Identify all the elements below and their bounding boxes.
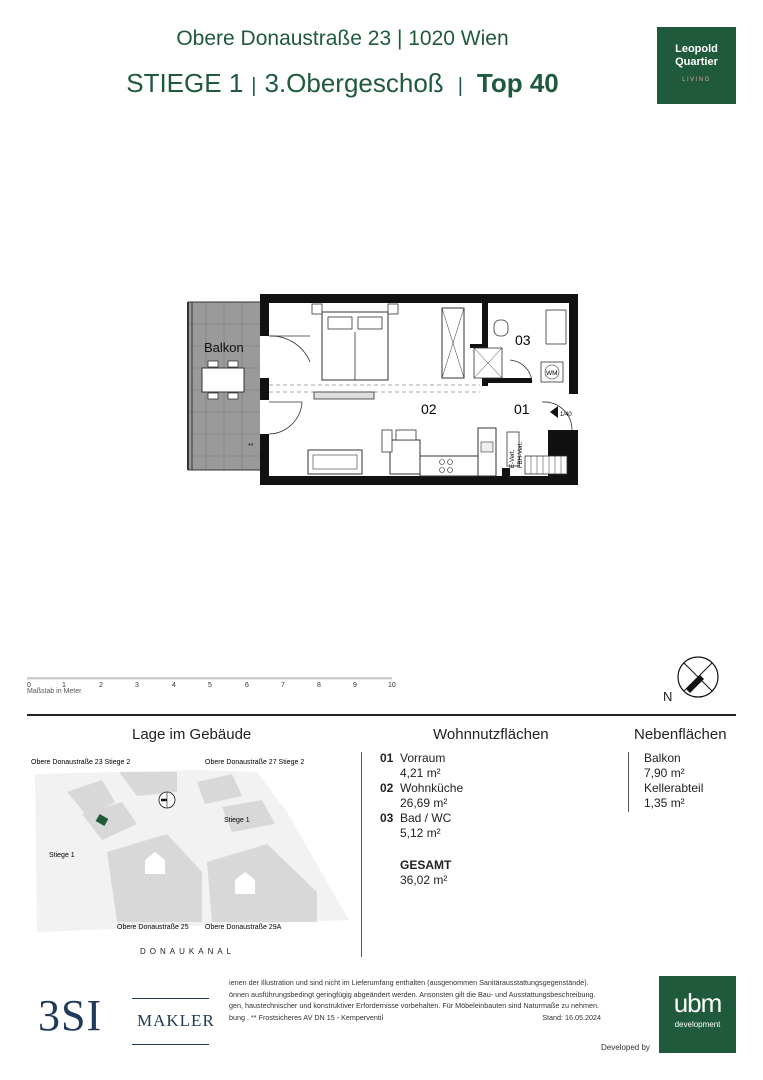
room-item: 02 Wohnküche (380, 781, 464, 795)
room-02-label: 02 (421, 401, 437, 417)
side-area-name: Kellerabteil (644, 781, 704, 795)
total-value: 36,02 m² (400, 873, 448, 887)
svg-text:10: 10 (388, 682, 396, 688)
total-label: GESAMT (400, 858, 452, 872)
floor-plan (180, 290, 580, 490)
scale-bar (27, 674, 402, 688)
disclaimer-text: ienen der Illustration und sind nicht im Lieferumfang enthalten (ausgenommen Sanitärausstattungsgegenstände). önnen ausführungsbedingt geringfügig abgeändert werden. Ansonsten gilt die Bau- und Ausstattungsbeschreibung. gen, haustechnischer und konstruktiver Erfordernisse vorbehalten. Für Möbeleinbauten sind Naturmaße zu nehmen. bung . ** Frostsicheres AV DN 15 - Kemperventil Stand: 16.05.2024 (229, 978, 601, 1022)
leopold-quartier-logo (657, 27, 736, 104)
room-area: 26,69 m² (400, 796, 448, 810)
toilet (494, 320, 508, 336)
stiege-label: STIEGE 1 (126, 68, 244, 98)
svg-text:0: 0 (27, 682, 31, 688)
svg-text:7: 7 (281, 682, 285, 688)
lage-heading: Lage im Gebäude (132, 726, 252, 743)
north-label: N (663, 689, 673, 704)
location-map (27, 752, 357, 942)
room-area: 5,12 m² (400, 826, 441, 840)
loc-label: Obere Donaustraße 25 (117, 924, 189, 931)
svg-text:5: 5 (208, 682, 212, 688)
loc-label: Obere Donaustraße 23 Stiege 2 (31, 759, 131, 766)
svg-text:3: 3 (135, 682, 139, 688)
fbh-vert-label: FBH-Vert. (518, 441, 524, 468)
loc-label: Obere Donaustraße 29A (205, 924, 282, 931)
balkon-label: Balkon (204, 340, 244, 355)
room-01-label: 01 (514, 401, 530, 417)
e-vert-label: E-Vert. (510, 449, 516, 468)
developed-by-label: Developed by (601, 1043, 650, 1052)
stars-marker: ** (248, 443, 254, 450)
separator: | (251, 75, 257, 97)
room-list (380, 751, 463, 841)
svg-text:1: 1 (62, 682, 66, 688)
wohnnutzflaechen-heading: Wohnnutzflächen (433, 726, 549, 743)
stand-date: Stand: 16.05.2024 (542, 1012, 601, 1022)
svg-text:4: 4 (172, 682, 176, 688)
ubm-logo: ubm development (659, 976, 736, 1053)
entrance-arrow (550, 406, 558, 418)
address-heading: Obere Donaustraße 23 | 1020 Wien (176, 27, 509, 50)
3si-logo: 3SI (38, 991, 103, 1040)
divider (27, 714, 736, 716)
svg-text:9: 9 (353, 682, 357, 688)
loc-label: Stiege 1 (224, 817, 250, 824)
balcony-table (202, 368, 244, 392)
nebenflaechen-heading: Nebenflächen (634, 726, 727, 743)
side-area-value: 7,90 m² (644, 766, 685, 780)
makler-label: MAKLER (137, 1011, 215, 1030)
room-03-label: 03 (515, 332, 531, 348)
loc-label: Obere Donaustraße 27 Stiege 2 (205, 759, 305, 766)
ratio-label: 1/40 (560, 412, 572, 418)
scale-caption: Maßstab in Meter (27, 688, 82, 695)
compass-icon (668, 655, 724, 701)
side-area-name: Balkon (644, 751, 681, 765)
side-area-value: 1,35 m² (644, 796, 685, 810)
svg-text:8: 8 (317, 682, 321, 688)
wm-label: WM (546, 370, 558, 377)
room-item: 01 Vorraum (380, 751, 446, 765)
dining-table (390, 440, 420, 474)
sink (546, 310, 566, 344)
total-area (400, 858, 451, 888)
floor-label: 3.Obergeschoß (264, 68, 444, 98)
logo-line2: Quartier (675, 56, 718, 68)
svg-text:2: 2 (99, 682, 103, 688)
loc-label: Stiege 1 (49, 852, 75, 859)
side-area-list (644, 751, 703, 811)
top-label: Top 40 (476, 68, 559, 98)
svg-text:6: 6 (245, 682, 249, 688)
column-divider (361, 752, 362, 957)
unit-title (0, 68, 685, 99)
column-divider (628, 752, 629, 812)
separator: | (457, 75, 463, 97)
logo-line1: Leopold (675, 43, 718, 55)
room-area: 4,21 m² (400, 766, 441, 780)
kitchen-counter (420, 456, 480, 476)
room-item: 03 Bad / WC (380, 811, 452, 825)
logo-line3: LIVING (682, 77, 711, 83)
canal-label: DONAUKANAL (140, 947, 236, 956)
